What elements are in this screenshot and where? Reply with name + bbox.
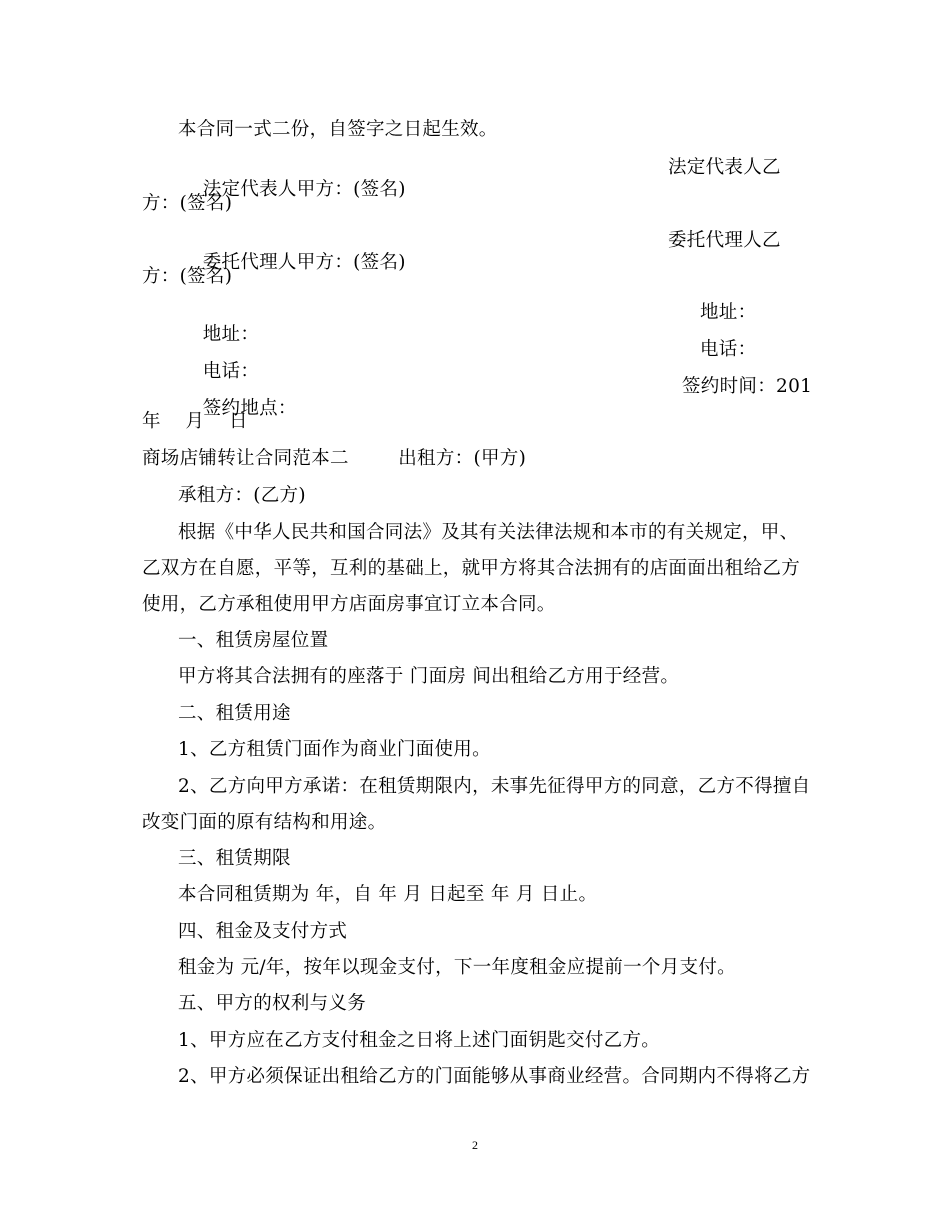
tenant-line: 承租方：(乙方) [178, 485, 306, 506]
section-3-title: 三、租赁期限 [178, 848, 291, 869]
signing-time: 签约时间：201 [682, 376, 813, 397]
signing-place: 签约地点： [202, 398, 297, 419]
agent-party-b: 委托代理人乙 [668, 230, 781, 251]
section-1-title: 一、租赁房屋位置 [178, 630, 329, 651]
signing-date-cont: 年 月 日 [142, 411, 248, 432]
section-5-title: 五、甲方的权利与义务 [178, 993, 367, 1014]
section-2-item-1: 1、乙方租赁门面作为商业门面使用。 [178, 739, 491, 760]
legal-rep-party-b: 法定代表人乙 [668, 157, 781, 178]
agent-party-a: 委托代理人甲方：(签名) [202, 252, 406, 273]
address-party-b: 地址： [700, 302, 757, 323]
phone-party-a: 电话： [202, 361, 260, 382]
effect-clause: 本合同一式二份，自签字之日起生效。 [178, 119, 498, 140]
section-2-item-2-line-2: 改变门面的原有结构和用途。 [142, 812, 387, 833]
address-party-a: 地址： [202, 324, 260, 345]
section-3-body: 本合同租赁期为 年，自 年 月 日起至 年 月 日止。 [178, 884, 598, 905]
contract-title-line: 商场店铺转让合同范本二 出租方：(甲方) [142, 448, 527, 469]
section-5-item-2: 2、甲方必须保证出租给乙方的门面能够从事商业经营。合同期内不得将乙方 [178, 1066, 811, 1087]
agent-party-b-cont: 方：(签名) [142, 266, 233, 287]
preamble-line-2: 乙双方在自愿，平等，互利的基础上，就甲方将其合法拥有的店面面出租给乙方 [142, 558, 801, 579]
legal-rep-party-b-cont: 方：(签名) [142, 193, 233, 214]
section-2-title: 二、租赁用途 [178, 703, 291, 724]
section-4-body: 租金为 元/年，按年以现金支付，下一年度租金应提前一个月支付。 [178, 957, 736, 978]
preamble-line-1: 根据《中华人民共和国合同法》及其有关法律法规和本市的有关规定，甲、 [178, 522, 799, 543]
page-number: 2 [472, 1138, 478, 1152]
section-1-body: 甲方将其合法拥有的座落于 门面房 间出租给乙方用于经营。 [178, 666, 680, 687]
preamble-line-3: 使用，乙方承租使用甲方店面房事宜订立本合同。 [142, 594, 556, 615]
section-2-item-2-line-1: 2、乙方向甲方承诺：在租赁期限内，未事先征得甲方的同意，乙方不得擅自 [178, 776, 811, 797]
section-4-title: 四、租金及支付方式 [178, 921, 348, 942]
section-5-item-1: 1、甲方应在乙方支付租金之日将上述门面钥匙交付乙方。 [178, 1030, 661, 1051]
phone-party-b: 电话： [700, 339, 757, 360]
legal-rep-party-a: 法定代表人甲方：(签名) [202, 179, 406, 200]
